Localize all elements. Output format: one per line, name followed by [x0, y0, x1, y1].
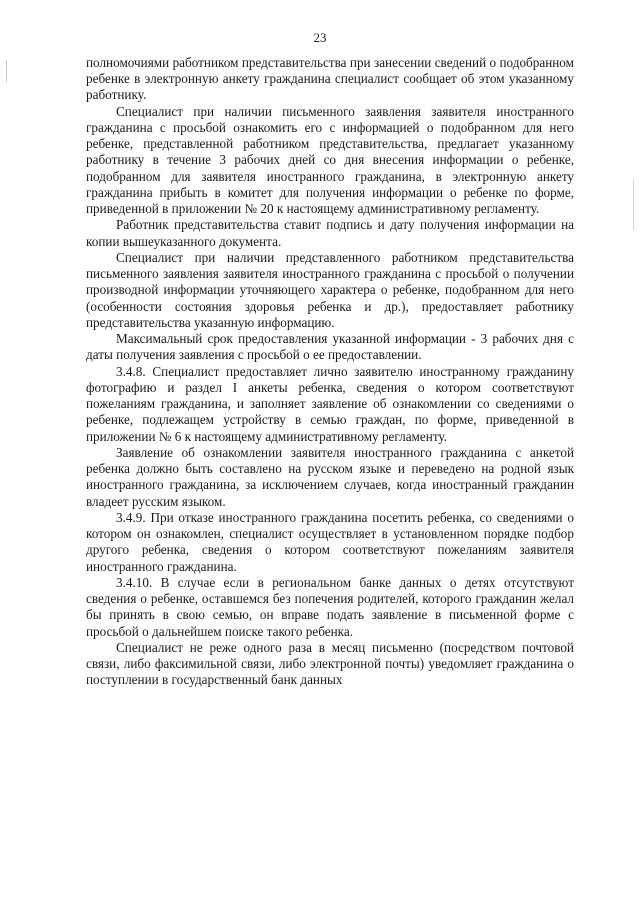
- paragraph: Специалист при наличии представленного работником представительства письменного заявления заявителя иностранного гражданина с просьбой о получении производной информации уточняющего характера о ребенке, подобранном для него (особенности состояния здоровья ребенка и др.), предоставляет работнику представительства указанную информацию.: [86, 250, 574, 330]
- paragraph-section-3-4-9: 3.4.9. При отказе иностранного гражданина посетить ребенка, со сведениями о котором он ознакомлен, специалист осуществляет в установленном порядке подбор другого ребенка, сведения о котором соответствуют пожеланиям заявителя иностранного гражданина.: [86, 510, 574, 574]
- document-body: [86, 55, 574, 689]
- scan-artifact-line: [633, 180, 634, 230]
- paragraph: Специалист при наличии письменного заявления заявителя иностранного гражданина с просьбой ознакомить его с информацией о подобранном для него ребенке, представленной работником представительства, предлагает указанному работнику в течение 3 рабочих дней со дня внесения информации о ребенке, подобранном для заявителя иностранного гражданина, в электронную анкету гражданина прибыть в комитет для получения информации о ребенке по форме, приведенной в приложении № 20 к настоящему административному регламенту.: [86, 103, 574, 217]
- scan-artifact-line: [6, 60, 7, 82]
- paragraph-section-3-4-10: 3.4.10. В случае если в региональном банке данных о детях отсутствуют сведения о ребенке, оставшемся без попечения родителей, которого гражданин желал бы принять в свою семью, он вправе подать заявление в письменной форме с просьбой о дальнейшем поиске такого ребенка.: [86, 575, 574, 639]
- paragraph-section-3-4-8: 3.4.8. Специалист предоставляет лично заявителю иностранному гражданину фотографию и раздел I анкеты ребенка, сведения о котором соответствуют пожеланиям гражданина, и заполняет заявление об ознакомлении со сведениями о ребенке, подлежащем устройству в семью граждан, по форме, приведенной в приложении № 6 к настоящему административному регламенту.: [86, 363, 574, 444]
- page-number: 23: [313, 30, 327, 45]
- paragraph: полномочиями работником представительства при занесении сведений о подобранном ребенке в электронную анкету гражданина специалист сообщает об этом указанному работнику.: [86, 55, 574, 103]
- paragraph: Заявление об ознакомлении заявителя иностранного гражданина с анкетой ребенка должно быть составлено на русском языке и переведено на родной язык иностранного гражданина, за исключением случаев, когда иностранный гражданин владеет русским языком.: [86, 445, 574, 509]
- paragraph: Работник представительства ставит подпись и дату получения информации на копии вышеуказанного документа.: [86, 217, 574, 249]
- paragraph: Специалист не реже одного раза в месяц письменно (посредством почтовой связи, либо факсимильной связи, либо электронной почты) уведомляет гражданина о поступлении в государственный банк данных: [86, 640, 574, 688]
- paragraph: Максимальный срок предоставления указанной информации - 3 рабочих дня с даты получения заявления с просьбой о ее предоставлении.: [86, 331, 574, 363]
